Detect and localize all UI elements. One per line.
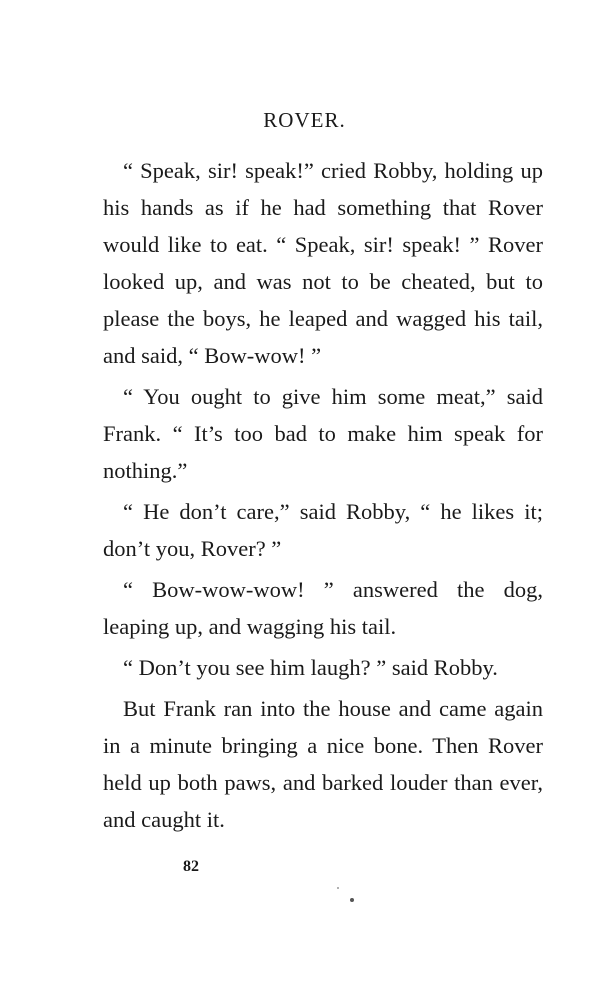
paragraph-4: “ Bow-wow-wow! ” answered the dog, leaping up, and wagging his tail. xyxy=(103,577,543,639)
ink-speck xyxy=(337,887,339,889)
paragraph-6: But Frank ran into the house and came again in a minute bringing a nice bone. Then Rover held up both paws, and barked louder than ever, and caught it. xyxy=(103,696,543,832)
paragraph-2: “ You ought to give him some meat,” said Frank. “ It’s too bad to make him speak for nothing.” xyxy=(103,384,543,483)
page-heading: ROVER. xyxy=(263,108,346,132)
ink-speck xyxy=(350,898,354,902)
paragraph-5: “ Don’t you see him laugh? ” said Robby. xyxy=(123,655,498,680)
page-number: 82 xyxy=(183,858,199,875)
body-text xyxy=(103,152,543,838)
paragraph-1: “ Speak, sir! speak!” cried Robby, holding up his hands as if he had something that Rover would like to eat. “ Speak, sir! speak! ” Rover looked up, and was not to be cheated, but to please the boys, he leaped and wagged his tail, and said, “ Bow-wow! ” xyxy=(103,158,543,368)
paragraph-3: “ He don’t care,” said Robby, “ he likes it; don’t you, Rover? ” xyxy=(103,499,543,561)
